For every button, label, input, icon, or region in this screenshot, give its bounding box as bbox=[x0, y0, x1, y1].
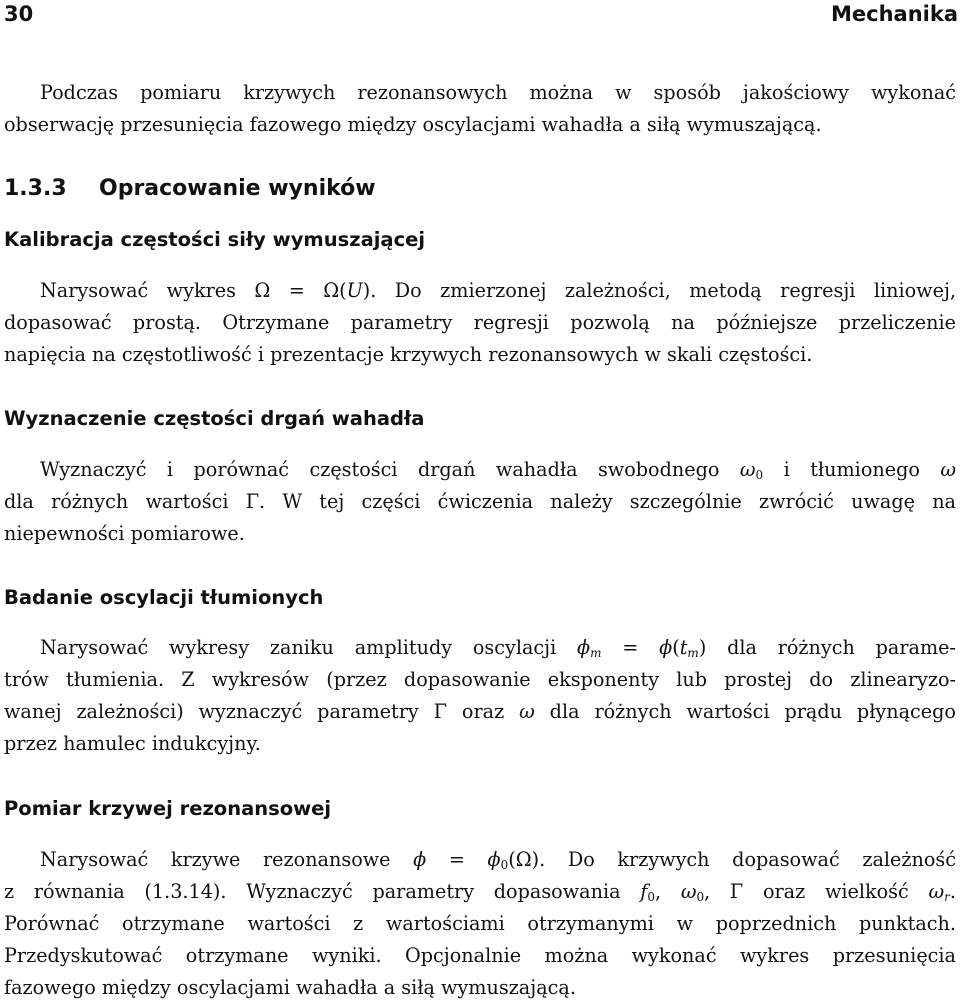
frequency-line-1: Wyznaczyć i porównać częstości drgań wahadła swobodnego $\omega_0$ i tłumionego ω bbox=[40, 458, 957, 482]
resonance-line-5: fazowego między oscylacjami wahadła a siłą wymuszającą. bbox=[4, 976, 576, 999]
damped-line-1: Narysować wykresy zaniku amplitudy oscylacji $\phi_m = \phi(t_m)$ dla różnych parame- bbox=[40, 636, 956, 660]
resonance-line-2: z równania (1.3.14). Wyznaczyć parametry dopasowania $f_0$, $\omega_0$, Γ oraz wielkość $\omega_r$. bbox=[4, 880, 957, 904]
section-title: Opracowanie wyników bbox=[99, 176, 376, 201]
running-title: Mechanika bbox=[831, 2, 958, 26]
resonance-line-4: Przedyskutować otrzymane wyniki. Opcjonalnie można wykonać wykres przesunięcia bbox=[4, 944, 956, 967]
page-header bbox=[4, 0, 958, 28]
intro-line-1: Podczas pomiaru krzywych rezonansowych można w sposób jakościowy wykonać bbox=[40, 81, 956, 104]
intro-paragraph bbox=[4, 77, 956, 141]
damped-paragraph bbox=[4, 632, 956, 760]
calibration-line-1: Narysować wykres Ω = Ω(U). Do zmierzonej zależności, metodą regresji liniowej, bbox=[40, 279, 956, 302]
damped-line-3: wanej zależności) wyznaczyć parametry Γ oraz ω dla różnych wartości prądu płynącego bbox=[4, 700, 956, 723]
page-number: 30 bbox=[4, 2, 34, 26]
calibration-line-2: dopasować prostą. Otrzymane parametry regresji pozwolą na późniejsze przeliczenie bbox=[4, 311, 956, 334]
intro-line-2: obserwację przesunięcia fazowego między oscylacjami wahadła a siłą wymuszającą. bbox=[4, 113, 822, 136]
frequency-heading: Wyznaczenie częstości drgań wahadła bbox=[4, 407, 425, 430]
calibration-paragraph bbox=[4, 275, 956, 371]
frequency-paragraph bbox=[4, 454, 956, 550]
resonance-line-1: Narysować krzywe rezonansowe $\phi = \phi_0(\Omega)$. Do krzywych dopasować zależność bbox=[40, 848, 956, 872]
calibration-heading: Kalibracja częstości siły wymuszającej bbox=[4, 228, 426, 251]
frequency-line-3: niepewności pomiarowe. bbox=[4, 522, 245, 545]
section-number: 1.3.3 bbox=[4, 176, 67, 201]
resonance-paragraph bbox=[4, 844, 956, 1004]
resonance-heading: Pomiar krzywej rezonansowej bbox=[4, 797, 332, 820]
damped-heading: Badanie oscylacji tłumionych bbox=[4, 586, 324, 609]
frequency-line-2: dla różnych wartości Γ. W tej części ćwiczenia należy szczególnie zwrócić uwagę na bbox=[4, 490, 956, 513]
resonance-line-3: Porównać otrzymane wartości z wartościami otrzymanymi w poprzednich punktach. bbox=[4, 912, 956, 935]
section-heading bbox=[4, 176, 376, 201]
damped-line-4: przez hamulec indukcyjny. bbox=[4, 732, 261, 755]
damped-line-2: trów tłumienia. Z wykresów (przez dopasowanie eksponenty lub prostej do zlinearyzo- bbox=[4, 668, 956, 691]
calibration-line-3: napięcia na częstotliwość i prezentacje krzywych rezonansowych w skali częstości. bbox=[4, 343, 813, 366]
